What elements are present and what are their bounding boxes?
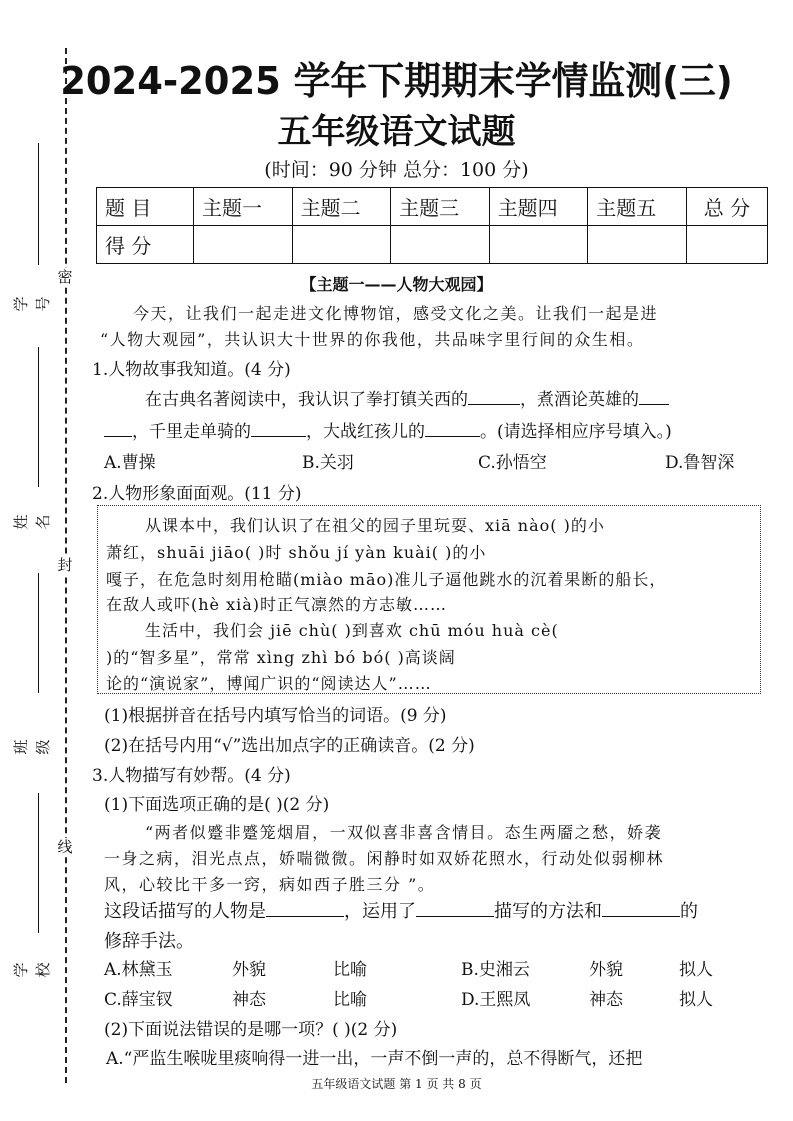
answer-blank[interactable] bbox=[602, 902, 680, 917]
question-3-sub2: (2)下面说法错误的是哪一项？( )(2 分) bbox=[104, 1020, 398, 1040]
passage-line: 从课本中，我们认识了在祖父的园子里玩耍、xiā nào( )的小 bbox=[145, 516, 605, 535]
q3-option-c-rhetoric: 比喻 bbox=[333, 990, 367, 1010]
q3-option-c-method: 神态 bbox=[232, 990, 266, 1010]
q1-text: 在古典名著阅读中，我认识了拳打镇关西的 bbox=[145, 390, 468, 410]
exam-meta: (时间：90 分钟 总分：100 分) bbox=[264, 159, 529, 181]
score-cell[interactable] bbox=[489, 226, 588, 264]
answer-blank[interactable] bbox=[416, 902, 494, 917]
score-table-header-row bbox=[97, 188, 768, 226]
question-1-line bbox=[145, 385, 669, 410]
seal-char-mi: 密 bbox=[57, 268, 73, 286]
header-cell: 题 目 bbox=[97, 188, 194, 226]
header-cell: 主题一 bbox=[194, 188, 293, 226]
score-cell[interactable] bbox=[588, 226, 687, 264]
seal-char-feng: 封 bbox=[57, 556, 73, 574]
student-id-label: 学 号 bbox=[12, 296, 52, 312]
exam-title: 2024-2025 学年下期期末学情监测(三) bbox=[60, 59, 733, 103]
q3-option-d-method: 神态 bbox=[589, 990, 623, 1010]
exam-subtitle: 五年级语文试题 bbox=[277, 112, 516, 152]
class-line[interactable] bbox=[38, 573, 39, 693]
quote-line: 一身之病，泪光点点，娇喘微微。闲静时如双娇花照水，行动处似弱柳林 bbox=[104, 849, 665, 868]
q1-text: ，煮酒论英雄的 bbox=[520, 390, 639, 410]
q3-option-a-method: 外貌 bbox=[232, 960, 266, 980]
question-2-title: 2.人物形象面面观。(11 分) bbox=[92, 484, 302, 504]
q1-option-a[interactable]: A.曹操 bbox=[104, 453, 156, 473]
score-cell[interactable] bbox=[391, 226, 490, 264]
q1-text: ，大战红孩儿的 bbox=[306, 422, 425, 442]
answer-blank[interactable] bbox=[251, 422, 306, 437]
question-2-sub2: (2)在括号内用“√”选出加点字的正确读音。(2 分) bbox=[104, 736, 475, 756]
header-cell: 主题四 bbox=[489, 188, 588, 226]
q3-option-b-rhetoric: 拟人 bbox=[679, 960, 713, 980]
answer-blank[interactable] bbox=[468, 390, 520, 405]
q3-text: 的 bbox=[680, 901, 698, 922]
question-1-line bbox=[104, 417, 672, 442]
question-2-sub1: (1)根据拼音在括号内填写恰当的词语。(9 分) bbox=[104, 706, 447, 726]
question-3-sub1: (1)下面选项正确的是( )(2 分) bbox=[104, 795, 330, 815]
q3-text: ，运用了 bbox=[344, 901, 416, 922]
school-label: 学 校 bbox=[12, 962, 52, 978]
q3-option-a[interactable]: A.林黛玉 bbox=[104, 960, 173, 980]
school-line[interactable] bbox=[38, 793, 39, 933]
q3-option-a-rhetoric: 比喻 bbox=[333, 960, 367, 980]
q1-text: ，千里走单骑的 bbox=[132, 422, 251, 442]
header-cell: 主题二 bbox=[292, 188, 391, 226]
passage-line: 萧红，shuāi jiāo( )时 shǒu jí yàn kuài( )的小 bbox=[106, 543, 487, 562]
question-1-title: 1.人物故事我知道。(4 分) bbox=[92, 360, 291, 380]
answer-blank[interactable] bbox=[639, 390, 669, 405]
score-cell[interactable] bbox=[686, 226, 767, 264]
question-3-sub2-option-a[interactable]: A.“严监生喉咙里痰响得一进一出，一声不倒一声的，总不得断气，还把 bbox=[106, 1049, 643, 1069]
passage-line: 嘎子，在危急时刻用枪瞄(miào māo)准儿子逼他跳水的沉着果断的船长， bbox=[106, 570, 667, 589]
seal-char-xian: 线 bbox=[57, 838, 73, 856]
page-footer: 五年级语文试题 第 1 页 共 8 页 bbox=[311, 1077, 482, 1091]
header-cell: 总 分 bbox=[686, 188, 767, 226]
q3-option-b-method: 外貌 bbox=[589, 960, 623, 980]
q3-option-d[interactable]: D.王熙凤 bbox=[461, 990, 531, 1010]
q3-text: 这段话描写的人物是 bbox=[104, 901, 266, 922]
passage-line: 论的“演说家”，博闻广识的“阅读达人”…… bbox=[106, 674, 432, 693]
q1-text: 。(请选择相应序号填入。) bbox=[480, 422, 672, 442]
answer-blank[interactable] bbox=[104, 422, 132, 437]
question-3-fill bbox=[104, 897, 698, 923]
intro-line: “人物大观园”，共认识大十世界的你我他，共品味字里行间的众生相。 bbox=[100, 330, 645, 349]
name-line[interactable] bbox=[38, 347, 39, 487]
question-3-title: 3.人物描写有妙帮。(4 分) bbox=[92, 766, 291, 786]
score-cell[interactable] bbox=[194, 226, 293, 264]
answer-blank[interactable] bbox=[266, 902, 344, 917]
passage-line: )的“智多星”，常常 xìng zhì bó bó( )高谈阔 bbox=[106, 648, 456, 667]
q1-option-d[interactable]: D.鲁智深 bbox=[665, 453, 735, 473]
passage-line: 在敌人或吓(hè xià)时正气凛然的方志敏…… bbox=[106, 595, 448, 614]
score-table-score-row bbox=[97, 226, 768, 264]
name-label: 姓 名 bbox=[12, 514, 52, 530]
score-label: 得 分 bbox=[97, 226, 194, 264]
intro-line: 今天，让我们一起走进文化博物馆，感受文化之美。让我们一起是进 bbox=[133, 304, 659, 323]
header-cell: 主题三 bbox=[391, 188, 490, 226]
q1-option-c[interactable]: C.孙悟空 bbox=[478, 453, 547, 473]
score-table bbox=[96, 187, 768, 264]
class-label: 班 级 bbox=[12, 739, 52, 755]
q3-option-d-rhetoric: 拟人 bbox=[679, 990, 713, 1010]
passage-line: 生活中，我们会 jiē chù( )到喜欢 chū móu huà cè( bbox=[145, 621, 559, 640]
theme-heading: 【主题一——人物大观园】 bbox=[300, 275, 493, 294]
answer-blank[interactable] bbox=[425, 422, 480, 437]
quote-line: 风，心较比干多一窍，病如西子胜三分 ”。 bbox=[104, 875, 436, 894]
q1-option-b[interactable]: B.关羽 bbox=[302, 453, 354, 473]
q3-text: 描写的方法和 bbox=[494, 901, 602, 922]
q3-option-b[interactable]: B.史湘云 bbox=[461, 960, 530, 980]
header-cell: 主题五 bbox=[588, 188, 687, 226]
q3-option-c[interactable]: C.薛宝钗 bbox=[104, 990, 173, 1010]
question-3-fill-end: 修辞手法。 bbox=[104, 931, 194, 952]
score-cell[interactable] bbox=[292, 226, 391, 264]
quote-line: “两者似蹙非蹙笼烟眉，一双似喜非喜含情目。态生两靥之愁，娇袭 bbox=[145, 823, 663, 842]
